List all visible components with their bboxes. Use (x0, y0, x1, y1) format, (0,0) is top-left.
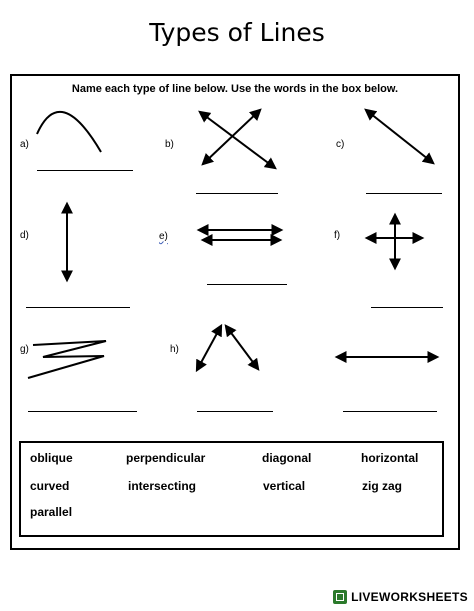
label-c: c) (336, 139, 345, 150)
zig-zag-line (28, 341, 106, 378)
word-zig-zag: zig zag (362, 479, 403, 493)
word-perpendicular: perpendicular (126, 451, 206, 465)
label-e: e) (159, 231, 168, 242)
intersecting-line-1 (200, 112, 275, 168)
label-f: f) (334, 230, 341, 241)
footer-brand: LIVEWORKSHEETS (351, 590, 468, 604)
label-g: g) (20, 344, 29, 355)
footer (333, 587, 468, 607)
oblique-line-2 (226, 326, 258, 369)
word-oblique: oblique (30, 451, 73, 465)
label-a: a) (20, 139, 29, 150)
instructions: Name each type of line below. Use the words in the box below. (71, 83, 399, 95)
word-parallel: parallel (30, 505, 73, 519)
intersecting-line-2 (203, 110, 260, 164)
label-h: h) (170, 344, 179, 355)
word-intersecting: intersecting (128, 479, 197, 493)
word-horizontal: horizontal (361, 451, 419, 465)
label-b: b) (165, 139, 174, 150)
word-curved: curved (30, 479, 70, 493)
liveworksheets-logo-icon (333, 590, 347, 604)
word-vertical: vertical (263, 479, 306, 493)
label-d: d) (20, 230, 29, 241)
oblique-line-1 (197, 326, 221, 370)
diagonal-line (366, 110, 433, 163)
page-title: Types of Lines (149, 18, 325, 47)
curved-line (37, 112, 101, 152)
word-diagonal: diagonal (262, 451, 312, 465)
